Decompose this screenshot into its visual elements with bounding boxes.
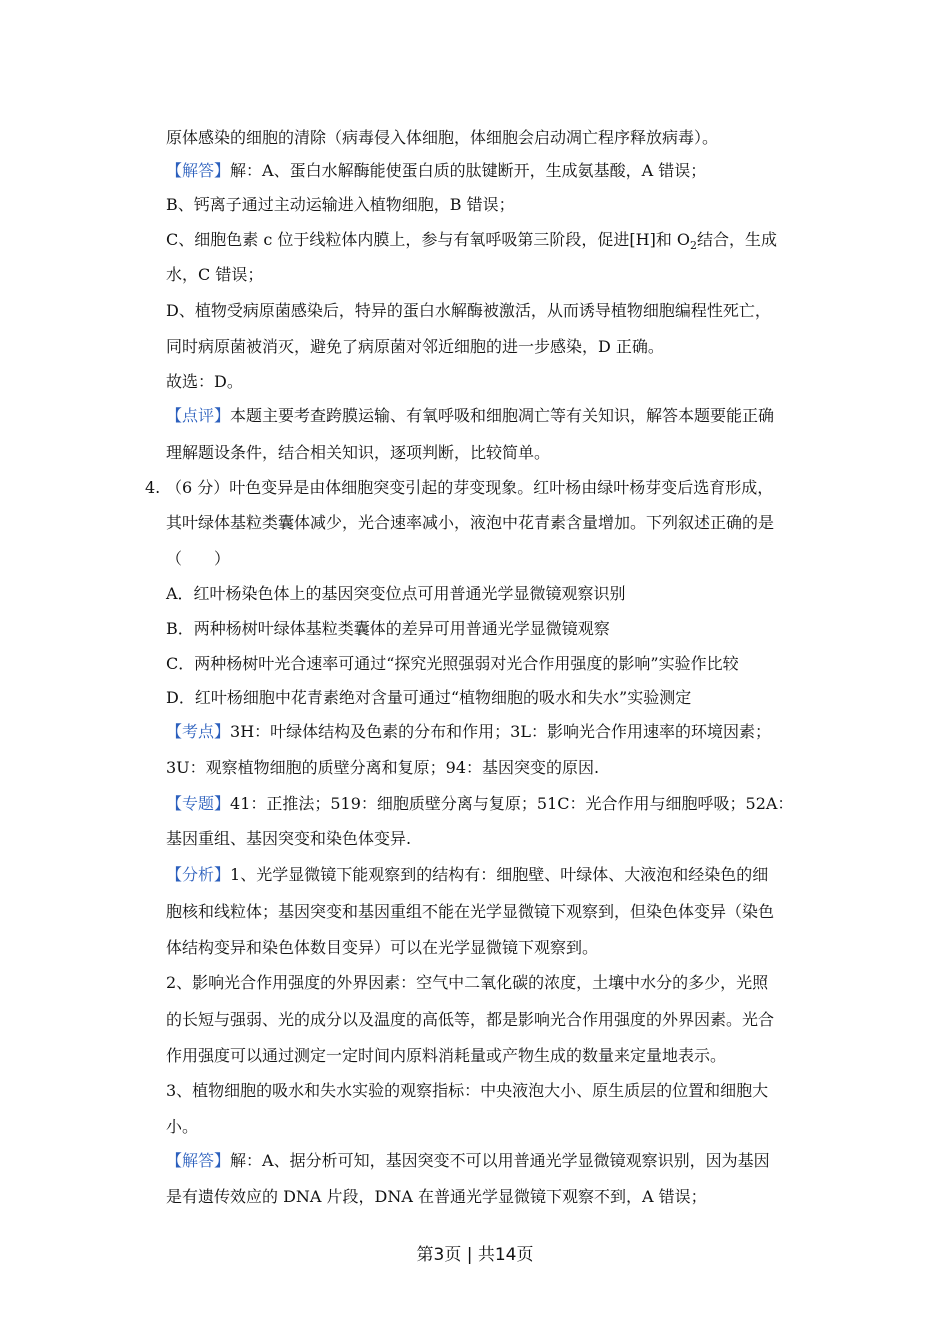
- topic-tag: 【专题】: [166, 794, 231, 813]
- text-line: D、植物受病原菌感染后，特异的蛋白水解酶被激活，从而诱导植物细胞编程性死亡，: [166, 301, 771, 320]
- text-line: 理解题设条件，结合相关知识，逐项判断，比较简单。: [166, 443, 551, 462]
- text-line: C、细胞色素 c 位于线粒体内膜上，参与有氧呼吸第三阶段，促进[H]和 $O_2$结合，生成: [166, 230, 778, 253]
- comment-tag: 【点评】: [166, 406, 231, 425]
- page-footer: 第3页 | 共14页: [416, 1245, 534, 1265]
- analysis-tag: 【分析】: [166, 865, 231, 884]
- text-line: 2、影响光合作用强度的外界因素：空气中二氧化碳的浓度，土壤中水分的多少，光照: [166, 973, 769, 992]
- text-line: 水，C 错误；: [166, 265, 264, 284]
- knowledge-point-tag: 【考点】: [166, 722, 231, 741]
- text-line: 3、植物细胞的吸水和失水实验的观察指标：中央液泡大小、原生质层的位置和细胞大: [166, 1081, 769, 1100]
- option-b: B．两种杨树叶绿体基粒类囊体的差异可用普通光学显微镜观察: [166, 619, 610, 638]
- answer-blank: （ ）: [166, 549, 231, 568]
- text-line: 作用强度可以通过测定一定时间内原料消耗量或产物生成的数量来定量地表示。: [166, 1046, 727, 1065]
- answer-tag: 【解答】: [166, 161, 231, 180]
- question-stem: （6 分）叶色变异是由体细胞突变引起的芽变现象。红叶杨由绿叶杨芽变后选育形成，: [166, 478, 774, 497]
- answer-line: 【解答】解：A、蛋白水解酶能使蛋白质的肽键断开，生成氨基酸，A 错误；: [166, 161, 707, 180]
- text-line: 基因重组、基因突变和染色体变异.: [166, 829, 412, 848]
- text-line: 小。: [166, 1117, 199, 1136]
- option-d: D．红叶杨细胞中花青素绝对含量可通过“植物细胞的吸水和失水”实验测定: [166, 688, 692, 707]
- text-line: 其叶绿体基粒类囊体减少，光合速率减小，液泡中花青素含量增加。下列叙述正确的是: [166, 513, 775, 532]
- option-c: C．两种杨树叶光合速率可通过“探究光照强弱对光合作用强度的影响”实验作比较: [166, 654, 739, 673]
- answer-tag: 【解答】: [166, 1151, 231, 1170]
- option-a: A．红叶杨染色体上的基因突变位点可用普通光学显微镜观察识别: [166, 584, 626, 603]
- analysis-line: 【分析】1、光学显微镜下能观察到的结构有：细胞壁、叶绿体、大液泡和经染色的细: [166, 865, 769, 884]
- text-line: 是有遗传效应的 DNA 片段，DNA 在普通光学显微镜下观察不到，A 错误；: [166, 1187, 707, 1206]
- text-line: B、钙离子通过主动运输进入植物细胞，B 错误；: [166, 195, 515, 214]
- text-line: 体结构变异和染色体数目变异）可以在光学显微镜下观察到。: [166, 938, 599, 957]
- answer-line: 【解答】解：A、据分析可知，基因突变不可以用普通光学显微镜观察识别，因为基因: [166, 1151, 770, 1170]
- text-line: 故选：D。: [166, 372, 243, 391]
- knowledge-point-line: 【考点】3H：叶绿体结构及色素的分布和作用；3L：影响光合作用速率的环境因素；: [166, 722, 771, 741]
- text-line: 原体感染的细胞的清除（病毒侵入体细胞，体细胞会启动凋亡程序释放病毒）。: [166, 128, 719, 147]
- comment-line: 【点评】本题主要考查跨膜运输、有氧呼吸和细胞凋亡等有关知识，解答本题要能正确: [166, 406, 775, 425]
- topic-line: 【专题】41：正推法；519：细胞质壁分离与复原；51C：光合作用与细胞呼吸；52A：: [166, 794, 794, 813]
- text-line: 胞核和线粒体；基因突变和基因重组不能在光学显微镜下观察到，但染色体变异（染色: [166, 902, 775, 921]
- text-line: 同时病原菌被消灭，避免了病原菌对邻近细胞的进一步感染，D 正确。: [166, 337, 664, 356]
- text-line: 的长短与强弱、光的成分以及温度的高低等，都是影响光合作用强度的外界因素。光合: [166, 1010, 775, 1029]
- text-line: 3U：观察植物细胞的质壁分离和复原；94：基因突变的原因.: [166, 758, 600, 777]
- question-number: 4.: [145, 478, 161, 497]
